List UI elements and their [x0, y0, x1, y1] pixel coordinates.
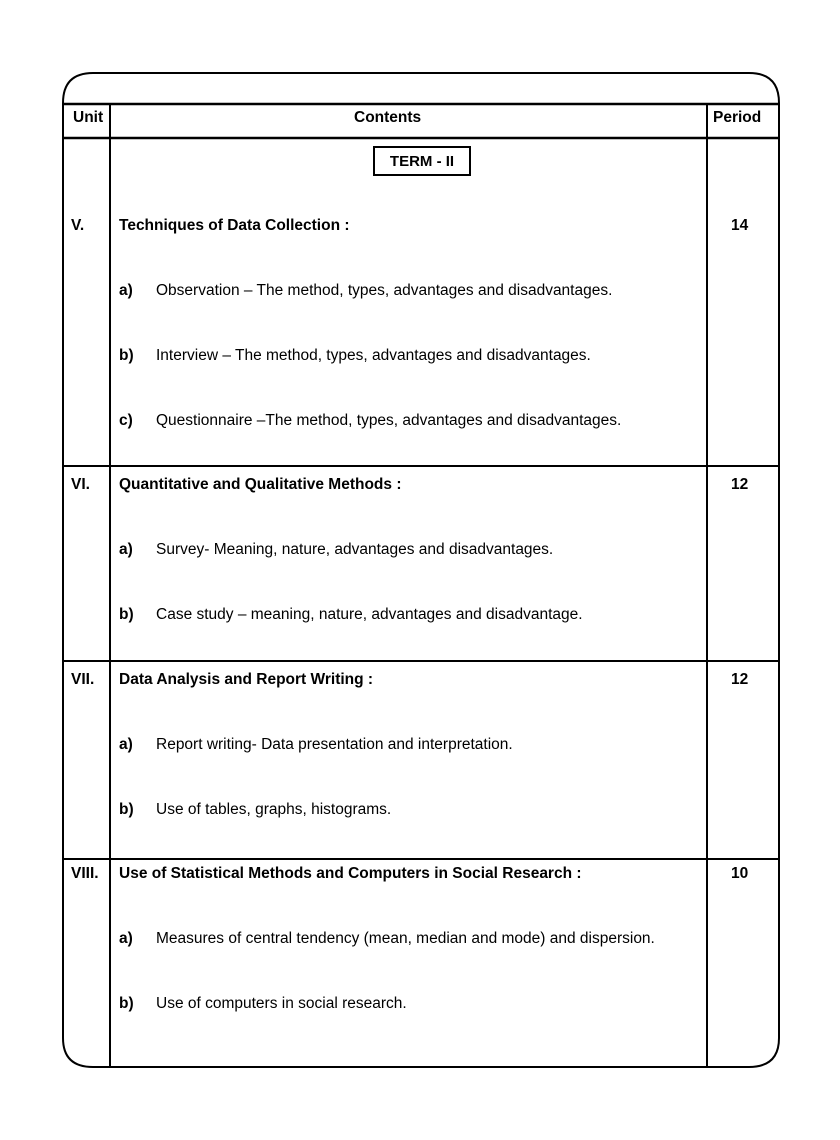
- unit-number: VIII.: [71, 865, 99, 882]
- term-label: TERM - II: [373, 146, 471, 176]
- header-unit: Unit: [73, 109, 104, 126]
- item-text: Case study – meaning, nature, advantages and disadvantage.: [156, 606, 583, 623]
- header-contents: Contents: [354, 109, 422, 126]
- item-marker: a): [119, 930, 133, 947]
- item-text: Measures of central tendency (mean, median and mode) and dispersion.: [156, 930, 655, 947]
- item-marker: b): [119, 995, 134, 1012]
- item-marker: b): [119, 801, 134, 818]
- syllabus-table: [62, 72, 780, 1068]
- item-marker: b): [119, 347, 134, 364]
- item-text: Use of tables, graphs, histograms.: [156, 801, 392, 818]
- item-marker: b): [119, 606, 134, 623]
- unit-number: VI.: [71, 476, 90, 493]
- unit-title: Techniques of Data Collection :: [119, 217, 350, 234]
- unit-period: 14: [731, 217, 749, 234]
- unit-title: Data Analysis and Report Writing :: [119, 671, 374, 688]
- item-marker: a): [119, 736, 133, 753]
- unit-number: V.: [71, 217, 85, 234]
- unit-title: Quantitative and Qualitative Methods :: [119, 476, 402, 493]
- item-marker: a): [119, 282, 133, 299]
- item-text: Report writing- Data presentation and interpretation.: [156, 736, 513, 753]
- item-marker: a): [119, 541, 133, 558]
- item-text: Observation – The method, types, advantages and disadvantages.: [156, 282, 613, 299]
- unit-title: Use of Statistical Methods and Computers in Social Research :: [119, 865, 582, 882]
- unit-period: 12: [731, 671, 749, 688]
- unit-number: VII.: [71, 671, 95, 688]
- item-marker: c): [119, 412, 133, 429]
- unit-period: 10: [731, 865, 749, 882]
- header-period: Period: [713, 109, 762, 126]
- unit-period: 12: [731, 476, 749, 493]
- item-text: Use of computers in social research.: [156, 995, 407, 1012]
- item-text: Survey- Meaning, nature, advantages and disadvantages.: [156, 541, 554, 558]
- item-text: Questionnaire –The method, types, advantages and disadvantages.: [156, 412, 622, 429]
- item-text: Interview – The method, types, advantages and disadvantages.: [156, 347, 591, 364]
